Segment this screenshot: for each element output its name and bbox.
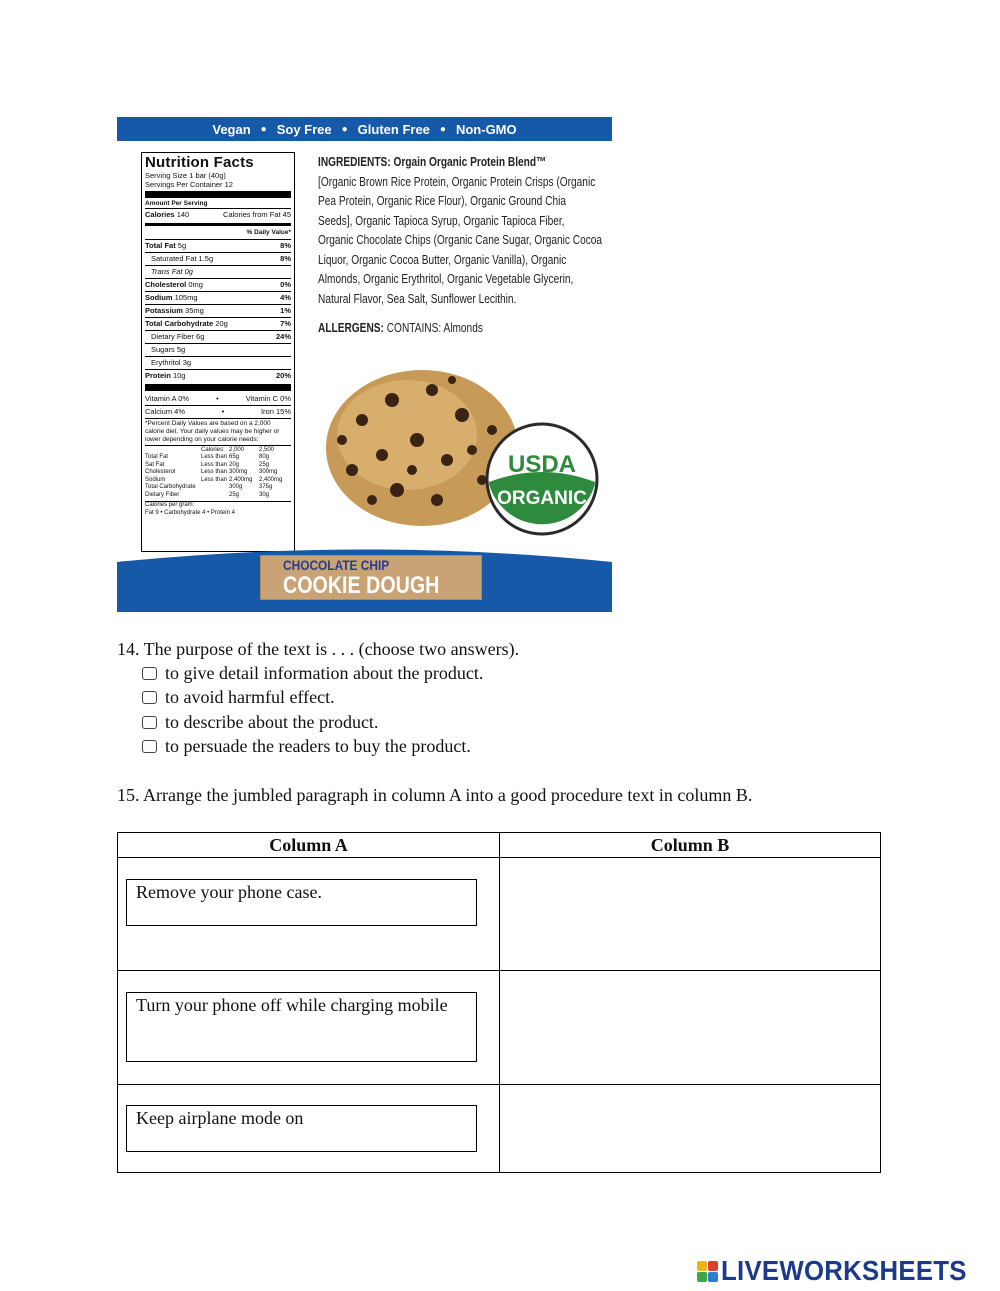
dv-table-cell: Less than — [201, 476, 228, 483]
dv-table-cell — [201, 484, 229, 492]
nutrition-divider — [145, 191, 291, 198]
nutrient-name: Total Carbohydrate 20g — [145, 319, 228, 329]
dv-table-cell: Dietary Fiber — [145, 491, 180, 498]
dv-table-cell: 300mg — [259, 469, 278, 476]
calories-value: 140 — [176, 210, 190, 220]
dv-table-cell: 300g — [229, 484, 243, 491]
q14-option-4[interactable] — [142, 734, 471, 758]
dv-table-cell: 65g — [229, 454, 240, 461]
badge-non-gmo: Non-GMO — [455, 121, 517, 137]
liveworksheets-logo — [697, 1256, 988, 1286]
allergens-heading: ALLERGENS: — [318, 320, 384, 335]
nutrient-name: Total Fat 5g — [145, 241, 187, 251]
bullet-icon: • — [221, 407, 225, 417]
vitamins-row — [145, 393, 291, 405]
drop-zone-3[interactable] — [500, 1085, 880, 1172]
logo-block — [708, 1272, 718, 1282]
arrange-table — [117, 832, 881, 1173]
allergens-text — [318, 320, 483, 335]
usda-seal-bottom-text: ORGANIC — [497, 488, 587, 509]
dv-table-cell: Less than — [201, 469, 228, 476]
ingredients-heading: INGREDIENTS: Orgain Organic Protein Blend™ — [318, 154, 547, 169]
drop-zone-1[interactable] — [500, 858, 880, 970]
q14-option-1[interactable] — [142, 661, 483, 685]
flavor-banner — [260, 555, 482, 600]
per-gram-values: Fat 9 • Carbohydrate 4 • Protein 4 — [145, 509, 235, 516]
badge-gluten-free: Gluten Free — [357, 121, 430, 137]
logo-block — [708, 1261, 718, 1271]
nutrient-row — [145, 265, 291, 278]
dv-table-cell: 2,400mg — [259, 476, 283, 483]
checkbox[interactable] — [142, 716, 157, 729]
dv-table-cell: 80g — [259, 454, 270, 461]
vitamin-a: Vitamin A 0% — [145, 394, 190, 404]
logo-text: LIVEWORKSHEETS — [721, 1255, 967, 1286]
option-label: to avoid harmful effect. — [165, 687, 335, 707]
vitamin-c: Vitamin C 0% — [245, 394, 291, 404]
calcium: Calcium 4% — [145, 407, 186, 417]
usda-organic-seal — [485, 422, 599, 536]
nutrient-name: Dietary Fiber 6g — [151, 332, 205, 342]
nutrition-divider — [145, 384, 291, 391]
dv-table-cell: Total Carbohydrate — [145, 484, 196, 491]
nutrient-dv: 8% — [280, 254, 291, 264]
daily-value-table — [145, 445, 291, 500]
minerals-row — [145, 405, 291, 418]
daily-value-header: % Daily Value* — [246, 229, 291, 237]
nutrient-dv: 8% — [280, 241, 291, 251]
usda-seal-top-text: USDA — [507, 451, 577, 478]
dv-table-cell: Cholesterol — [145, 469, 176, 476]
q14-option-2[interactable] — [142, 685, 335, 709]
dv-table-cell: Sat Fat — [145, 461, 165, 468]
nutrient-row-protein — [145, 369, 291, 382]
nutrition-facts-title: Nutrition Facts — [145, 154, 254, 171]
logo-block — [697, 1261, 707, 1271]
drop-zone-2[interactable] — [500, 971, 880, 1084]
draggable-item-1[interactable]: Remove your phone case. — [126, 879, 477, 926]
product-label-image — [117, 117, 612, 612]
bullet-icon: • — [216, 394, 219, 404]
q14-option-3[interactable] — [142, 710, 378, 734]
dv-table-cell: 2,000 — [229, 446, 245, 453]
checkbox[interactable] — [142, 740, 157, 753]
servings-per-container: Servings Per Container 12 — [145, 180, 233, 189]
nutrient-row — [145, 304, 291, 317]
nutrient-row — [145, 252, 291, 265]
dv-table-cell: 30g — [259, 491, 270, 498]
dv-table-cell: 20g — [229, 461, 240, 468]
ingredients-list: [Organic Brown Rice Protein, Organic Protein Crisps (Organic Pea Protein, Organic Rice Flour), Organic Ground Chia Seeds], Organic Tapioca Syrup, Organic Tapioca Fiber, Organic Chocolate Chips (Organic Cane Sugar, Organic Cocoa Liquor, Organic Cocoa Butter, Organic Vanilla), Organic Almonds, Organic Erythritol, Organic Vegetable Glycerin, Natural Flavor, Sea Salt, Sunflower Lecithin. — [318, 173, 603, 306]
badge-soy-free: Soy Free — [276, 121, 332, 137]
calories-per-gram: Calories per gram: — [145, 501, 291, 509]
nutrient-dv: 1% — [280, 306, 291, 316]
calories-label: Calories — [145, 210, 175, 220]
flavor-big-text: COOKIE DOUGH — [283, 572, 440, 599]
checkbox[interactable] — [142, 667, 157, 680]
dv-table-cell: Total Fat — [145, 454, 169, 461]
nutrient-name: Sodium 105mg — [145, 293, 198, 303]
nutrient-row — [145, 278, 291, 291]
option-label: to persuade the readers to buy the product. — [165, 736, 471, 756]
ingredients-text — [318, 152, 603, 308]
allergens-list: CONTAINS: Almonds — [386, 320, 483, 335]
nutrient-name: Potassium 35mg — [145, 306, 204, 316]
serving-size: Serving Size 1 bar (40g) — [145, 171, 226, 180]
checkbox[interactable] — [142, 691, 157, 704]
nutrient-name: Erythritol 3g — [151, 358, 192, 368]
dv-table-cell: Less than — [201, 454, 228, 461]
nutrient-row — [145, 343, 291, 356]
protein-dv: 20% — [275, 371, 291, 381]
dv-table-cell: 25g — [259, 461, 270, 468]
badge-vegan: Vegan — [212, 121, 251, 137]
amount-per-serving: Amount Per Serving — [145, 200, 208, 207]
protein-label: Protein — [145, 371, 171, 381]
daily-value-footnote: *Percent Daily Values are based on a 2,000 calorie diet. Your daily values may be higher or lower depending on your calorie needs: — [145, 418, 291, 445]
draggable-item-2[interactable]: Turn your phone off while charging mobile — [126, 992, 477, 1062]
nutrient-row — [145, 239, 291, 252]
option-label: to give detail information about the product. — [165, 663, 484, 683]
dv-table-cell: 300mg — [229, 469, 248, 476]
dv-table-cell: Less than — [201, 461, 228, 468]
dv-table-cell — [201, 492, 229, 500]
nutrient-row — [145, 356, 291, 369]
nutrient-rows — [145, 239, 291, 369]
nutrient-row — [145, 317, 291, 330]
dv-table-cell: 25g — [229, 491, 240, 498]
nutrient-name: Cholesterol 0mg — [145, 280, 203, 290]
bullet-icon: ● — [260, 123, 267, 135]
dv-table-cell: 2,500 — [259, 446, 275, 453]
nutrition-divider — [145, 223, 291, 226]
nutrient-name: Sugars 5g — [151, 345, 186, 355]
nutrient-dv: 0% — [280, 280, 291, 290]
bullet-icon: ● — [439, 123, 446, 135]
label-badges-bar — [117, 117, 612, 141]
draggable-item-3[interactable]: Keep airplane mode on — [126, 1105, 477, 1152]
dv-table-cell: 2,400mg — [229, 476, 253, 483]
column-a-header: Column A — [269, 835, 348, 855]
daily-value-header-row — [145, 228, 291, 239]
logo-blocks-icon — [697, 1261, 718, 1282]
bullet-icon: ● — [341, 123, 348, 135]
logo-block — [697, 1272, 707, 1282]
option-label: to describe about the product. — [165, 712, 379, 732]
dv-table-cell: 375g — [259, 484, 273, 491]
question-14: 14. The purpose of the text is . . . (choose two answers). — [117, 639, 520, 659]
flavor-small-text: CHOCOLATE CHIP — [283, 557, 390, 573]
nutrient-row — [145, 330, 291, 343]
calories-from-fat: Calories from Fat 45 — [223, 210, 291, 220]
protein-amount: 10g — [172, 371, 186, 381]
nutrient-dv: 4% — [280, 293, 291, 303]
nutrition-facts-panel — [141, 152, 295, 552]
iron: Iron 15% — [260, 407, 291, 417]
calories-row — [145, 208, 291, 221]
nutrient-dv: 7% — [280, 319, 291, 329]
dv-table-cell: Calories: — [201, 446, 225, 453]
column-b-header: Column B — [650, 835, 730, 855]
nutrient-name: Saturated Fat 1.5g — [151, 254, 214, 264]
dv-table-cell: Sodium — [145, 476, 166, 483]
dv-table-cell — [145, 447, 201, 455]
question-15: 15. Arrange the jumbled paragraph in column A into a good procedure text in column B. — [117, 785, 753, 805]
nutrient-name: Trans Fat 0g — [151, 267, 193, 277]
nutrient-dv: 24% — [275, 332, 291, 342]
nutrient-row — [145, 291, 291, 304]
